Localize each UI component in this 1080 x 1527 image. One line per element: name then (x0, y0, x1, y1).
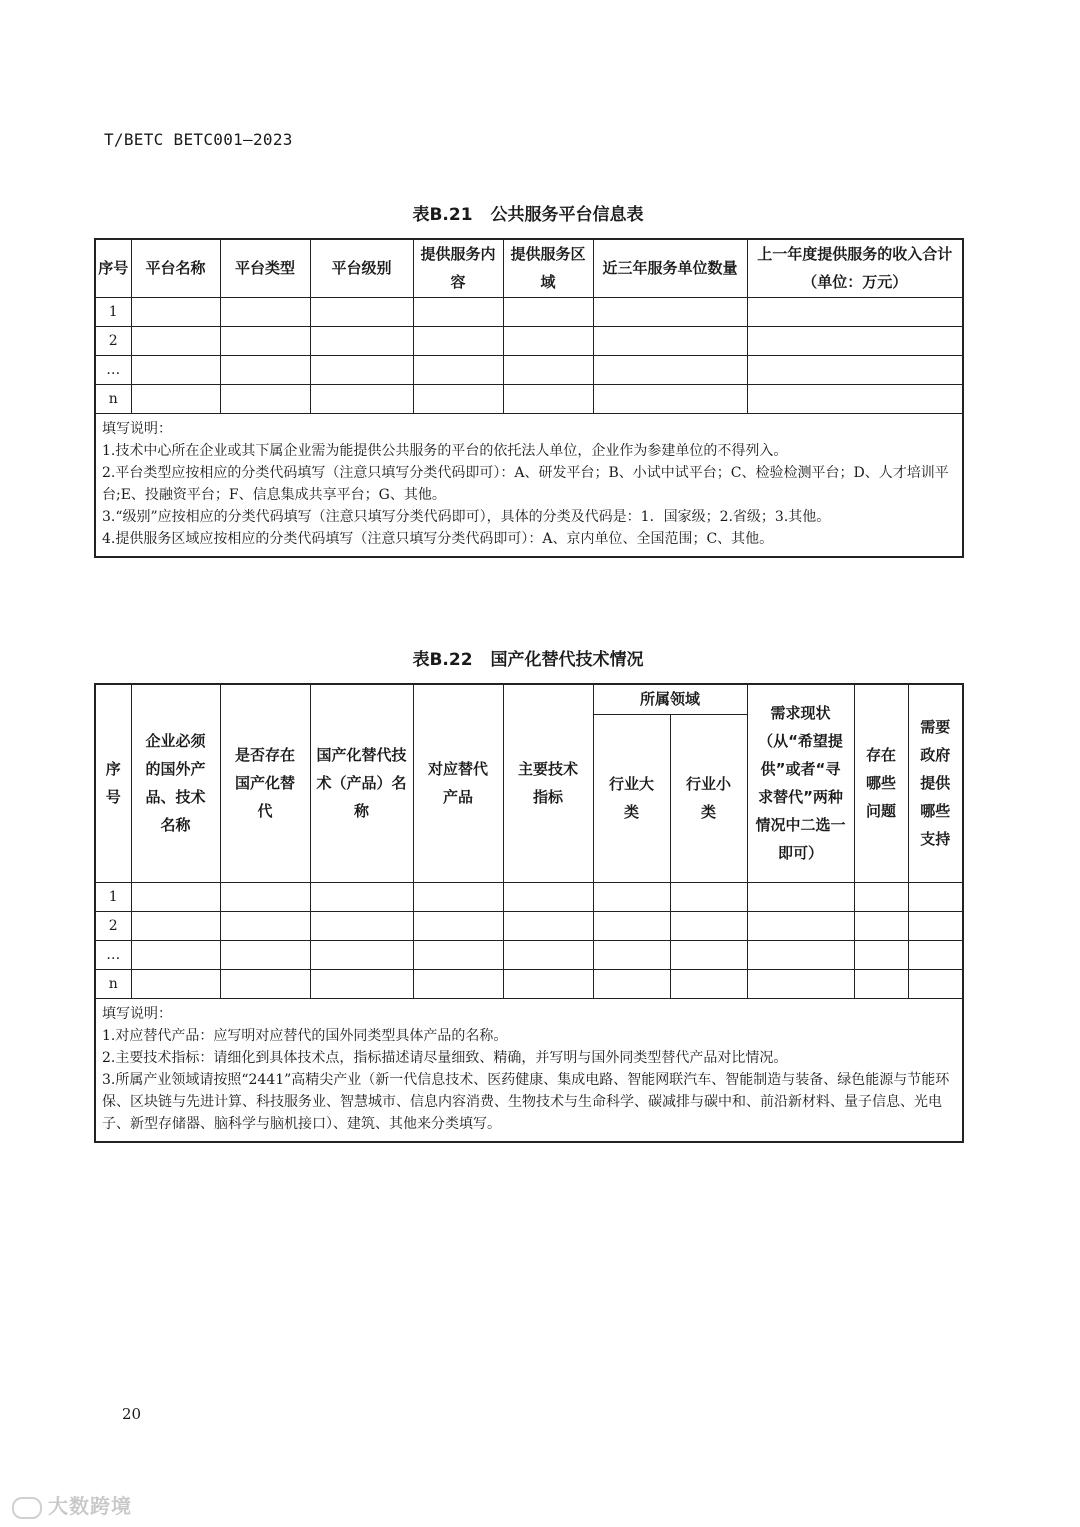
notes-heading: 填写说明： (102, 420, 172, 437)
table-cell[interactable] (593, 882, 670, 911)
header-replace-product: 对应替代产品 (413, 684, 503, 882)
table-cell[interactable] (310, 940, 413, 969)
table-cell[interactable] (131, 297, 220, 326)
table-cell[interactable] (503, 940, 593, 969)
table-cell[interactable] (220, 326, 310, 355)
table-b21-header-row (95, 239, 963, 297)
table-cell[interactable] (747, 355, 963, 384)
table-cell[interactable] (854, 882, 908, 911)
header-field-minor: 行业小类 (670, 714, 747, 882)
table-cell[interactable] (413, 297, 503, 326)
table-cell[interactable] (220, 940, 310, 969)
row-index: 1 (95, 882, 131, 911)
note-item: 1.对应替代产品：应写明对应替代的国外同类型具体产品的名称。 (102, 1027, 508, 1044)
table-b21-number: 表B.21 (412, 205, 473, 225)
table-b22-notes-row (95, 998, 963, 1142)
note-item: 3.“级别”应按相应的分类代码填写（注意只填写分类代码即可），具体的分类及代码是：1．国家级；2.省级；3.其他。 (102, 508, 831, 525)
table-cell[interactable] (413, 882, 503, 911)
table-cell[interactable] (310, 326, 413, 355)
row-index: n (95, 384, 131, 413)
table-cell[interactable] (854, 969, 908, 998)
note-item: 4.提供服务区域应按相应的分类代码填写（注意只填写分类代码即可）：A、京内单位、全国范围；C、其他。 (102, 530, 774, 547)
table-cell[interactable] (131, 911, 220, 940)
header-tech-index: 主要技术指标 (503, 684, 593, 882)
header-foreign-product: 企业必须的国外产品、技术名称 (131, 684, 220, 882)
notes-heading: 填写说明： (102, 1005, 172, 1022)
table-row (95, 911, 963, 940)
table-cell[interactable] (854, 940, 908, 969)
header-service-content: 提供服务内容 (413, 239, 503, 297)
table-cell[interactable] (220, 297, 310, 326)
table-cell[interactable] (413, 355, 503, 384)
document-code: T/BETC BETC001—2023 (104, 130, 293, 149)
table-b22-notes (95, 998, 963, 1142)
table-cell[interactable] (670, 911, 747, 940)
table-cell[interactable] (413, 911, 503, 940)
header-demand: 需求现状（从“希望提供”或者“寻求替代”两种情况中二选一即可） (747, 684, 854, 882)
table-cell[interactable] (593, 911, 670, 940)
table-row (95, 882, 963, 911)
table-cell[interactable] (503, 969, 593, 998)
table-cell[interactable] (854, 911, 908, 940)
table-cell[interactable] (747, 326, 963, 355)
table-cell[interactable] (131, 384, 220, 413)
table-cell[interactable] (310, 297, 413, 326)
table-cell[interactable] (131, 882, 220, 911)
table-cell[interactable] (503, 384, 593, 413)
watermark-text: 大数跨境 (48, 1494, 132, 1518)
table-cell[interactable] (220, 911, 310, 940)
table-cell[interactable] (310, 969, 413, 998)
table-cell[interactable] (593, 297, 747, 326)
header-field: 所属领域 (593, 684, 747, 714)
table-cell[interactable] (747, 384, 963, 413)
note-item: 1.技术中心所在企业或其下属企业需为能提供公共服务的平台的依托法人单位，企业作为参建单位的不得列入。 (102, 442, 788, 459)
table-cell[interactable] (593, 940, 670, 969)
row-index: 2 (95, 326, 131, 355)
table-b21-title: 公共服务平台信息表 (490, 205, 644, 225)
table-cell[interactable] (908, 911, 963, 940)
page-number: 20 (122, 1405, 142, 1423)
table-cell[interactable] (747, 911, 854, 940)
table-cell[interactable] (593, 326, 747, 355)
table-cell[interactable] (503, 355, 593, 384)
row-index: n (95, 969, 131, 998)
table-b22-title: 国产化替代技术情况 (490, 650, 644, 670)
table-cell[interactable] (908, 940, 963, 969)
note-item: 2.平台类型应按相应的分类代码填写（注意只填写分类代码即可）：A、研发平台；B、小试中试平台；C、检验检测平台；D、人才培训平台;E、投融资平台；F、信息集成共享平台；G、其他。 (102, 464, 949, 503)
header-served-units: 近三年服务单位数量 (593, 239, 747, 297)
table-cell[interactable] (670, 882, 747, 911)
table-cell[interactable] (593, 384, 747, 413)
row-index: … (95, 940, 131, 969)
table-cell[interactable] (131, 969, 220, 998)
header-has-domestic: 是否存在国产化替代 (220, 684, 310, 882)
row-index: 1 (95, 297, 131, 326)
table-cell[interactable] (220, 882, 310, 911)
table-row (95, 297, 963, 326)
table-cell[interactable] (593, 969, 670, 998)
table-cell[interactable] (310, 384, 413, 413)
header-problems: 存在哪些问题 (854, 684, 908, 882)
watermark (12, 1490, 132, 1519)
table-cell[interactable] (310, 355, 413, 384)
table-row (95, 384, 963, 413)
table-row (95, 326, 963, 355)
table-cell[interactable] (413, 326, 503, 355)
table-cell[interactable] (413, 384, 503, 413)
table-cell[interactable] (670, 969, 747, 998)
header-seq: 序号 (95, 684, 131, 882)
table-cell[interactable] (908, 969, 963, 998)
table-row (95, 940, 963, 969)
table-b21-notes (95, 413, 963, 557)
table-row (95, 355, 963, 384)
header-seq: 序号 (95, 239, 131, 297)
table-cell[interactable] (503, 882, 593, 911)
table-cell[interactable] (670, 940, 747, 969)
row-index: 2 (95, 911, 131, 940)
table-cell[interactable] (503, 297, 593, 326)
table-b21-caption (94, 200, 962, 225)
header-field-major: 行业大类 (593, 714, 670, 882)
table-cell[interactable] (908, 882, 963, 911)
header-platform-type: 平台类型 (220, 239, 310, 297)
table-cell[interactable] (503, 326, 593, 355)
table-b22-number: 表B.22 (412, 650, 473, 670)
table-cell[interactable] (747, 882, 854, 911)
table-cell[interactable] (413, 940, 503, 969)
row-index: … (95, 355, 131, 384)
note-item: 3.所属产业领域请按照“2441”高精尖产业（新一代信息技术、医药健康、集成电路、智能网联汽车、智能制造与装备、绿色能源与节能环保、区块链与先进计算、科技服务业、智慧城市、信息内容消费、生物技术与生命科学、碳减排与碳中和、前沿新材料、量子信息、光电子、新型存储器、脑科学与脑机接口）、建筑、其他来分类填写。 (102, 1071, 950, 1132)
watermark-logo-icon (12, 1497, 42, 1519)
table-cell[interactable] (310, 882, 413, 911)
table-b21-notes-row (95, 413, 963, 557)
table-cell[interactable] (747, 940, 854, 969)
note-item: 2.主要技术指标：请细化到具体技术点，指标描述请尽量细致、精确，并写明与国外同类型替代产品对比情况。 (102, 1049, 788, 1066)
table-cell[interactable] (131, 355, 220, 384)
table-cell[interactable] (593, 355, 747, 384)
header-service-area: 提供服务区域 (503, 239, 593, 297)
table-cell[interactable] (220, 969, 310, 998)
table-cell[interactable] (310, 911, 413, 940)
header-platform-name: 平台名称 (131, 239, 220, 297)
table-b22 (94, 683, 964, 1143)
table-cell[interactable] (747, 969, 854, 998)
table-cell[interactable] (220, 355, 310, 384)
table-cell[interactable] (747, 297, 963, 326)
table-b22-header-row (95, 684, 963, 714)
table-b21 (94, 238, 964, 558)
table-cell[interactable] (503, 911, 593, 940)
table-cell[interactable] (413, 969, 503, 998)
table-cell[interactable] (131, 326, 220, 355)
table-cell[interactable] (131, 940, 220, 969)
header-revenue: 上一年度提供服务的收入合计（单位：万元） (747, 239, 963, 297)
header-platform-level: 平台级别 (310, 239, 413, 297)
table-cell[interactable] (220, 384, 310, 413)
header-support: 需要政府提供哪些支持 (908, 684, 963, 882)
header-domestic-name: 国产化替代技术（产品）名称 (310, 684, 413, 882)
table-row (95, 969, 963, 998)
table-b22-caption (94, 645, 962, 670)
